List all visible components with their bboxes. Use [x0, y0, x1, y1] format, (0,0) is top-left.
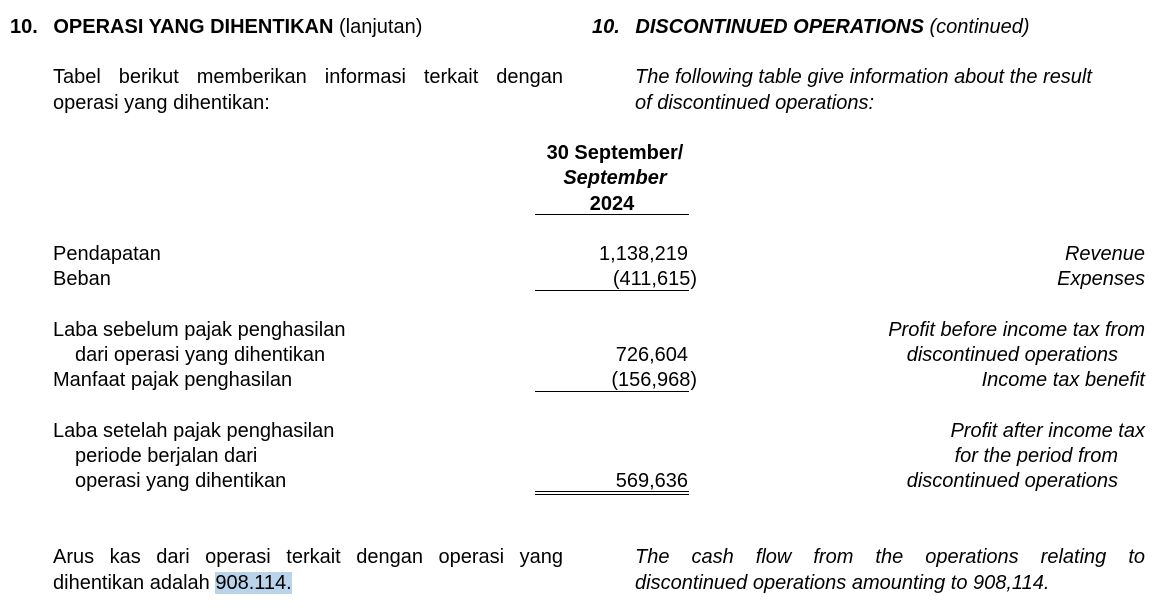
profit-after-tax-label-id-3: operasi yang dihentikan — [75, 470, 287, 492]
cashflow-en-line2: discontinued operations amounting to 908,114. — [635, 572, 1050, 594]
profit-after-tax-label-en-1: Profit after income tax — [950, 420, 1145, 442]
section-suffix-en: (continued) — [929, 16, 1030, 38]
column-header-line2: September — [563, 167, 667, 189]
profit-after-tax-label-id-2: periode berjalan dari — [75, 445, 258, 467]
tax-benefit-underline — [535, 391, 689, 392]
profit-after-tax-label-en-3: discontinued operations — [906, 470, 1118, 492]
column-header-rule — [535, 214, 689, 215]
section-heading-id — [10, 15, 422, 40]
tax-benefit-value: (156,968) — [611, 369, 697, 391]
profit-before-tax-label-en-2: discontinued operations — [906, 344, 1118, 366]
profit-after-tax-label-id-1: Laba setelah pajak penghasilan — [53, 420, 335, 442]
revenue-label-id: Pendapatan — [53, 243, 161, 265]
expenses-value: (411,615) — [612, 268, 697, 290]
profit-before-tax-label-id-1: Laba sebelum pajak penghasilan — [53, 319, 346, 341]
column-header-line1: 30 September/ — [546, 142, 684, 164]
cashflow-en-line1: The cash flow from the operations relating to — [635, 546, 1145, 568]
profit-after-tax-double-underline — [535, 491, 689, 495]
section-title-en: DISCONTINUED OPERATIONS — [635, 16, 924, 38]
intro-en-line2: of discontinued operations: — [635, 92, 875, 114]
cashflow-id-line2-text: dihentikan adalah — [53, 572, 216, 594]
tax-benefit-label-en: Income tax benefit — [981, 369, 1145, 391]
profit-after-tax-value: 569,636 — [615, 470, 688, 492]
revenue-value: 1,138,219 — [599, 243, 688, 265]
intro-id-line2: operasi yang dihentikan: — [53, 92, 270, 114]
section-suffix-id: (lanjutan) — [339, 16, 423, 38]
cashflow-id-line1: Arus kas dari operasi terkait dengan operasi yang — [53, 546, 563, 568]
profit-before-tax-label-en-1: Profit before income tax from — [888, 319, 1145, 341]
expenses-label-en: Expenses — [1057, 268, 1145, 290]
section-number-id: 10. — [10, 16, 38, 38]
expenses-label-id: Beban — [53, 268, 111, 290]
profit-after-tax-label-en-2: for the period from — [954, 445, 1118, 467]
intro-id-line1: Tabel berikut memberikan informasi terkait dengan — [53, 66, 563, 88]
column-header-line3: 2024 — [589, 193, 635, 215]
section-number-en: 10. — [592, 16, 620, 38]
profit-before-tax-label-id-2: dari operasi yang dihentikan — [75, 344, 326, 366]
section-title-id: OPERASI YANG DIHENTIKAN — [53, 16, 334, 38]
revenue-label-en: Revenue — [1064, 243, 1145, 265]
section-heading-en — [592, 15, 1030, 40]
expenses-underline — [535, 290, 689, 291]
cashflow-highlighted-amount: 908.114. — [215, 572, 292, 594]
cashflow-id-line2 — [53, 571, 292, 596]
profit-before-tax-value: 726,604 — [615, 344, 688, 366]
tax-benefit-label-id: Manfaat pajak penghasilan — [53, 369, 293, 391]
intro-en-line1: The following table give information about the result — [635, 66, 1092, 88]
